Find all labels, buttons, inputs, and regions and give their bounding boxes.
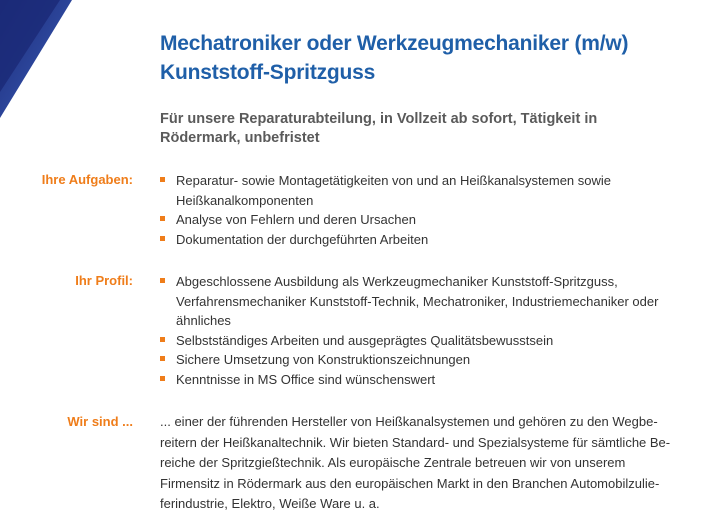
bullet-icon — [160, 177, 165, 182]
job-subtitle-line-2: Rödermark, unbefristet — [160, 130, 320, 146]
list-item — [160, 331, 680, 351]
list-item-line: Sichere Umsetzung von Konstruktionszeichnungen — [176, 352, 471, 367]
list-item-line: Kenntnisse in MS Office sind wünschenswert — [176, 371, 436, 387]
paragraph-line: ferindustrie, Elektro, Weiße Ware u. a. — [160, 496, 380, 511]
aufgaben-list — [160, 171, 680, 249]
list-item — [160, 350, 680, 370]
wir-sind-label: Wir sind ... — [67, 414, 133, 429]
bullet-icon — [160, 236, 165, 241]
job-title — [160, 29, 690, 87]
wir-sind-paragraph — [160, 412, 670, 515]
job-subtitle-line-1: Für unsere Reparaturabteilung, in Vollzeit ab sofort, Tätigkeit in — [160, 111, 598, 127]
list-item-line: Analyse von Fehlern und deren Ursachen — [176, 212, 416, 227]
list-item-line: Reparatur- sowie Montagetätigkeiten von und an Heißkanalsystemen sowie — [176, 173, 612, 188]
profil-label: Ihr Profil: — [75, 273, 133, 288]
list-item-line: Dokumentation der durchgeführten Arbeiten — [176, 231, 429, 247]
list-item-line: Heißkanalkomponenten — [176, 192, 314, 208]
bullet-icon — [160, 278, 165, 283]
list-item — [160, 210, 680, 230]
bullet-icon — [160, 216, 165, 221]
paragraph-line: reiche der Spritzgießtechnik. Als europäische Zentrale betreuen wir von unserem — [160, 455, 626, 470]
list-item-line: ähnliches — [176, 313, 231, 328]
aufgaben-label: Ihre Aufgaben: — [41, 172, 133, 187]
list-item-line: Verfahrensmechaniker Kunststoff-Technik, Mechatroniker, Industriemechaniker oder — [176, 293, 659, 309]
job-subtitle — [160, 110, 660, 148]
bullet-icon — [160, 376, 165, 381]
paragraph-line: ... einer der führenden Hersteller von Heißkanalsystemen und gehören zu den Wegbe- — [160, 414, 658, 429]
bullet-icon — [160, 356, 165, 361]
list-item — [160, 370, 680, 390]
job-title-line-1: Mechatroniker oder Werkzeugmechaniker (m/w) — [160, 32, 629, 55]
list-item-line: Selbstständiges Arbeiten und ausgeprägtes Qualitätsbewusstsein — [176, 332, 554, 348]
paragraph-line: reitern der Heißkanaltechnik. Wir bieten Standard- und Spezialsysteme für sämtliche Be- — [160, 434, 671, 450]
corner-graphic — [0, 0, 90, 120]
list-item-line: Abgeschlossene Ausbildung als Werkzeugmechaniker Kunststoff-Spritzguss, — [176, 274, 618, 289]
list-item — [160, 230, 680, 250]
list-item — [160, 171, 680, 210]
paragraph-line: Firmensitz in Rödermark aus den europäischen Markt in den Branchen Automobilzulie- — [160, 475, 660, 491]
profil-list — [160, 272, 680, 389]
list-item — [160, 272, 680, 331]
job-title-line-2: Kunststoff-Spritzguss — [160, 61, 376, 84]
bullet-icon — [160, 337, 165, 342]
